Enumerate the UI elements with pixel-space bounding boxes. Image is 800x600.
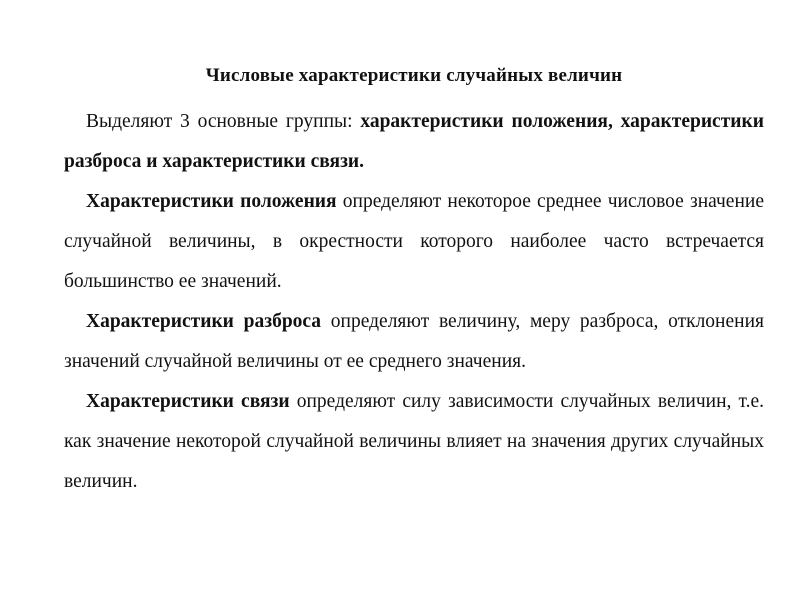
paragraph-dispersion [64,302,764,382]
paragraph-groups-bold: характеристики положения, характеристики разброса и характеристики связи. [64,111,764,172]
paragraph-dispersion-term: Характеристики разброса [86,311,322,332]
paragraph-position [64,182,764,302]
paragraph-dispersion-text: определяют величину, меру разброса, отклонения значений случайной величины от ее среднего значения. [64,311,764,372]
paragraph-relation-term: Характеристики связи [86,391,290,412]
paragraph-position-text: определяют некоторое среднее числовое значение случайной величины, в окрестности которого наиболее часто встречается большинство ее значений. [64,191,764,292]
paragraph-relation [64,382,764,502]
page-title: Числовые характеристики случайных величин [205,65,623,86]
paragraph-position-term: Характеристики положения [86,191,337,212]
paragraph-relation-text: определяют силу зависимости случайных величин, т.е. как значение некоторой случайной величины влияет на значения других случайных величин. [64,391,764,492]
paragraph-groups [64,102,764,182]
paragraph-groups-intro: Выделяют 3 основные группы: [86,111,361,132]
